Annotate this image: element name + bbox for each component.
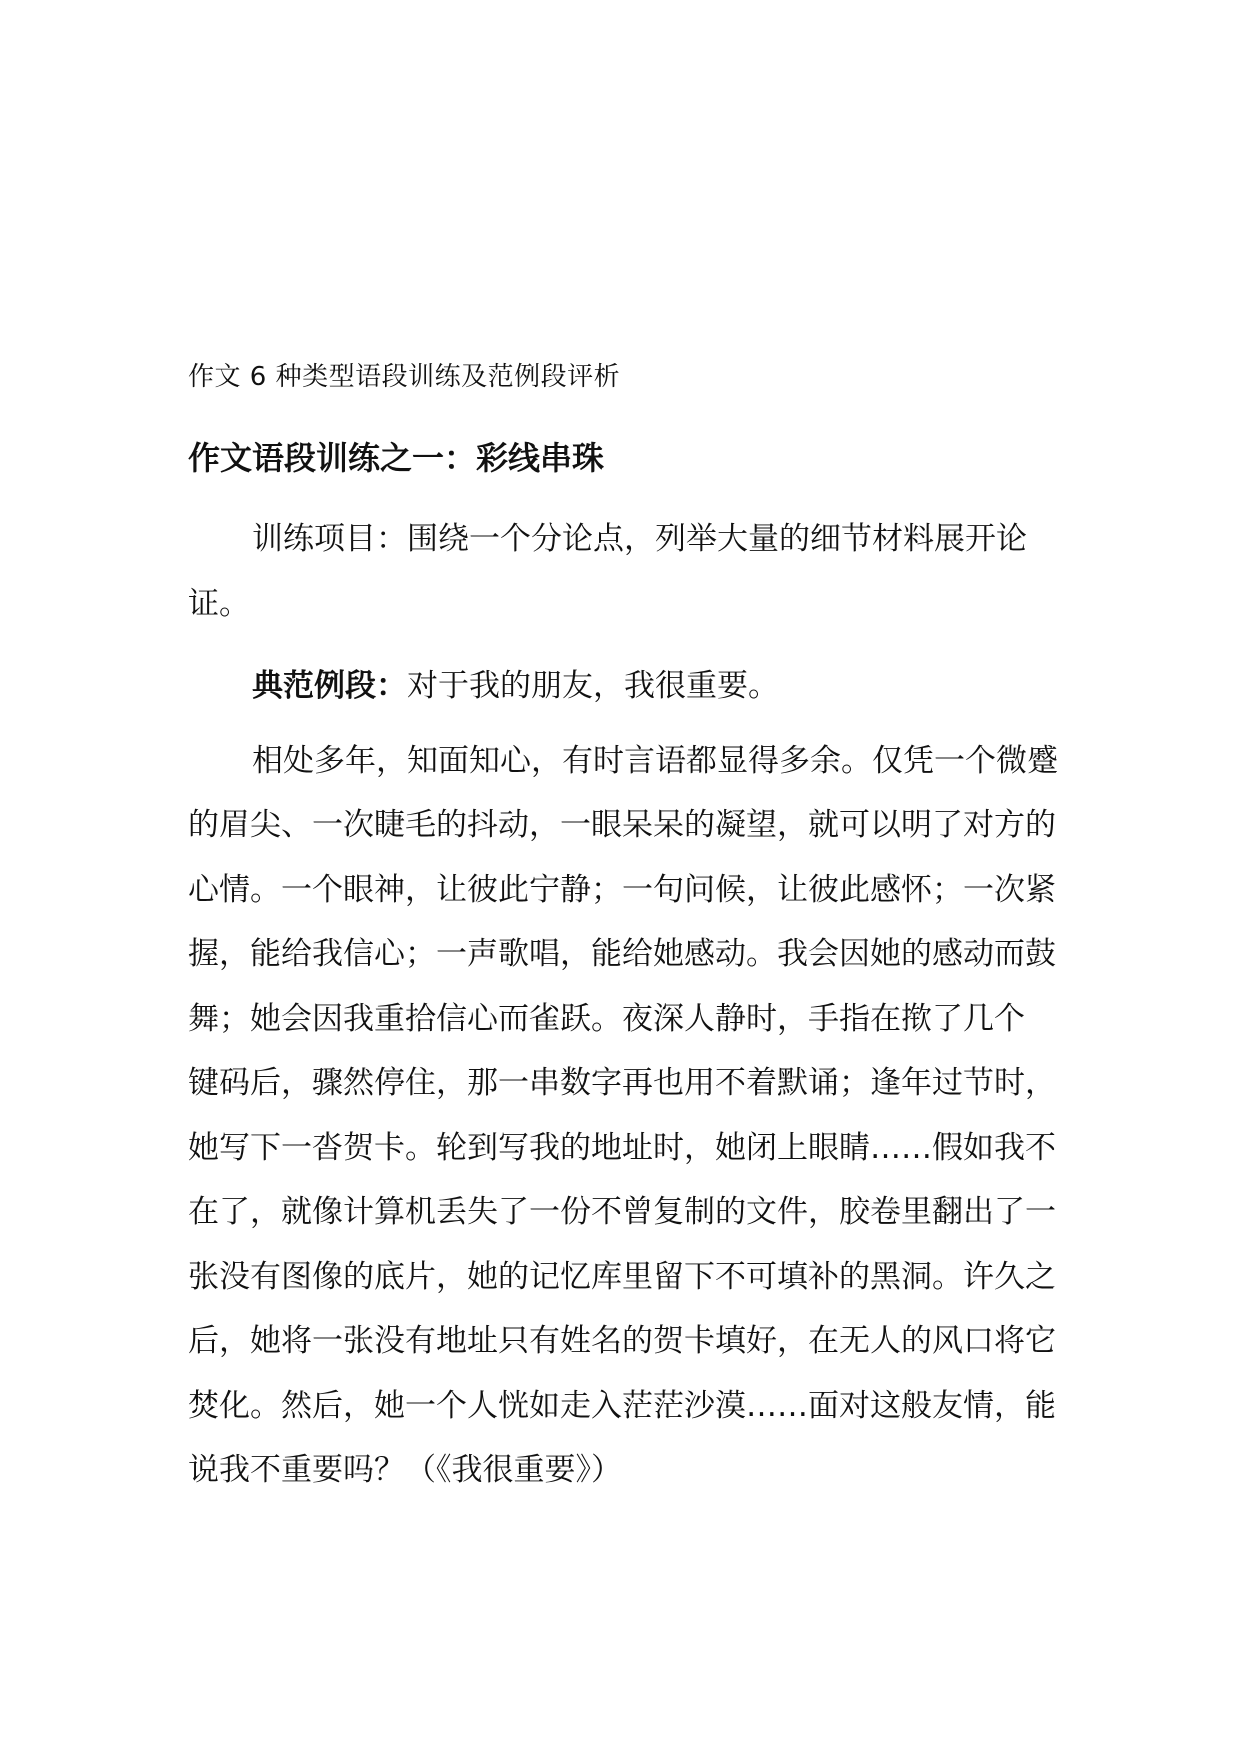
body-paragraph: 相处多年，知面知心，有时言语都显得多余。仅凭一个微蹙的眉尖、一次睫毛的抖动，一眼呆呆的凝望，就可以明了对方的心情。一个眼神，让彼此宁静；一句问候，让彼此感怀；一次紧握，能给我信心；一声歌唱，能给她感动。我会因她的感动而鼓舞；她会因我重拾信心而雀跃。夜深人静时，手指在揿了几个 键码后，骤然停住，那一串数字再也用不着默诵；逢年过节时，她写下一沓贺卡。轮到写我的地址时，她闭上眼睛……假如我不在了，就像计算机丢失了一份不曾复制的文件，胶卷里翻出了一张没有图像的底片，她的记忆库里留下不可填补的黑洞。许久之后，她将一张没有地址只有姓名的贺卡填好，在无人的风口将它焚化。然后，她一个人恍如走入茫茫沙漠……面对这般友情，能说我不重要吗？（《我很重要》）	[188, 742, 1087, 1488]
section-heading: 作文语段训练之一：彩线串珠	[188, 439, 605, 477]
training-item-paragraph: 训练项目：围绕一个分论点，列举大量的细节材料展开论证。	[188, 521, 1027, 622]
example-label: 典范例段：	[252, 668, 407, 704]
document-title: 作文 6 种类型语段训练及范例段评析	[188, 362, 621, 392]
example-text: 对于我的朋友，我很重要。	[407, 668, 779, 704]
example-intro-paragraph	[188, 654, 1068, 719]
document-page	[188, 355, 1087, 1521]
